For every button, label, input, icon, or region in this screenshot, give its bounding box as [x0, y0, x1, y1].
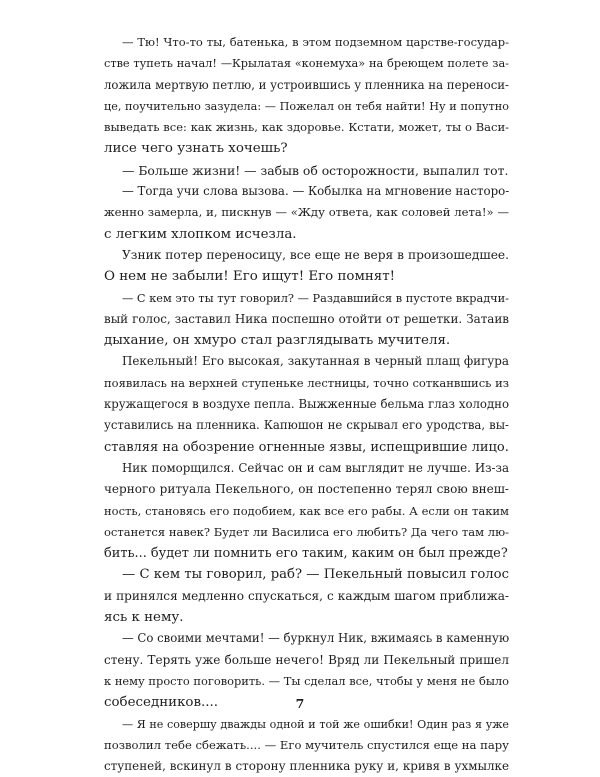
text-line: вый голос, заставил Ника поспешно отойти от решетки. Затаив: [104, 309, 509, 330]
text-line: черного ритуала Пекельного, он постепенно терял свою внеш-: [104, 479, 509, 500]
text-line: ность, становясь его подобием, как все его рабы. А если он таким: [104, 501, 509, 522]
paragraph: [104, 458, 509, 564]
text-line: Узник потер переносицу, все еще не веря в произошедшее.: [104, 245, 509, 266]
text-line: и принялся медленно спускаться, с каждым шагом приближа-: [104, 586, 509, 607]
text-line: к нему просто поговорить. — Ты сделал все, чтобы у меня не было: [104, 671, 509, 692]
page-number: 7: [0, 696, 600, 711]
text-line: — С кем ты говорил, раб? — Пекельный повысил голос: [104, 564, 509, 585]
paragraph: [104, 245, 509, 288]
text-line: — Со своими мечтами! — буркнул Ник, вжимаясь в каменную: [104, 628, 509, 649]
text-line: кружащегося в воздухе пепла. Выжженные бельма глаз холодно: [104, 394, 509, 415]
text-line: — Больше жизни! — забыв об осторожности, выпалил тот.: [104, 160, 509, 181]
text-line: бить... будет ли помнить его таким, каким он был прежде?: [104, 543, 509, 564]
text-line: с легким хлопком исчезла.: [104, 224, 509, 245]
text-line: — Тогда учи слова вызова. — Кобылка на мгновение насторо-: [104, 181, 509, 202]
text-line: появилась на верхней ступеньке лестницы, точно сотканвшись из: [104, 373, 509, 394]
paragraph: [104, 288, 509, 352]
text-line: Пекельный! Его высокая, закутанная в черный плащ фигура: [104, 351, 509, 372]
text-line: уставились на пленника. Капюшон не скрывал его уродства, вы-: [104, 415, 509, 436]
text-line: — Я не совершу дважды одной и той же ошибки! Один раз я уже: [104, 714, 509, 735]
text-line: лисе чего узнать хочешь?: [104, 138, 509, 159]
text-line: стве тупеть начал! —Крылатая «конемуха» на бреющем полете за-: [104, 53, 509, 74]
text-line: О нем не забыли! Его ищут! Его помнят!: [104, 266, 509, 287]
paragraph: [104, 564, 509, 628]
text-line: женно замерла, и, пискнув — «Жду ответа, как соловей лета!» —: [104, 202, 509, 223]
text-line: Ник поморщился. Сейчас он и сам выглядит не лучше. Из-за: [104, 458, 509, 479]
text-line: позволил тебе сбежать.... — Его мучитель спустился еще на пару: [104, 735, 509, 756]
text-line: ступеней, вскинул в сторону пленника руку и, кривя в ухмылке: [104, 756, 509, 777]
text-line: ложила мертвую петлю, и устроившись у пленника на переноси-: [104, 75, 509, 96]
text-line: — Тю! Что-то ты, батенька, в этом подземном царстве-государ-: [104, 32, 509, 53]
paragraph: [104, 160, 509, 181]
text-line: — С кем это ты тут говорил? — Раздавшийся в пустоте вкрадчи-: [104, 288, 509, 309]
paragraph: [104, 714, 509, 777]
paragraph: [104, 32, 509, 160]
body-text: [104, 32, 509, 777]
text-line: ясь к нему.: [104, 607, 509, 628]
text-line: выведать все: как жизнь, как здоровье. Кстати, может, ты о Васи-: [104, 117, 509, 138]
paragraph: [104, 181, 509, 245]
text-line: собеседников....: [104, 692, 509, 713]
text-line: стену. Терять уже больше нечего! Вряд ли Пекельный пришел: [104, 650, 509, 671]
text-line: ставляя на обозрение огненные язвы, испещрившие лицо.: [104, 437, 509, 458]
text-line: це, поучительно зазудела: — Пожелал он тебя найти! Ну и попутно: [104, 96, 509, 117]
text-line: дыхание, он хмуро стал разглядывать мучителя.: [104, 330, 509, 351]
text-line: останется навек? Будет ли Василиса его любить? Да чего там лю-: [104, 522, 509, 543]
paragraph: [104, 351, 509, 457]
